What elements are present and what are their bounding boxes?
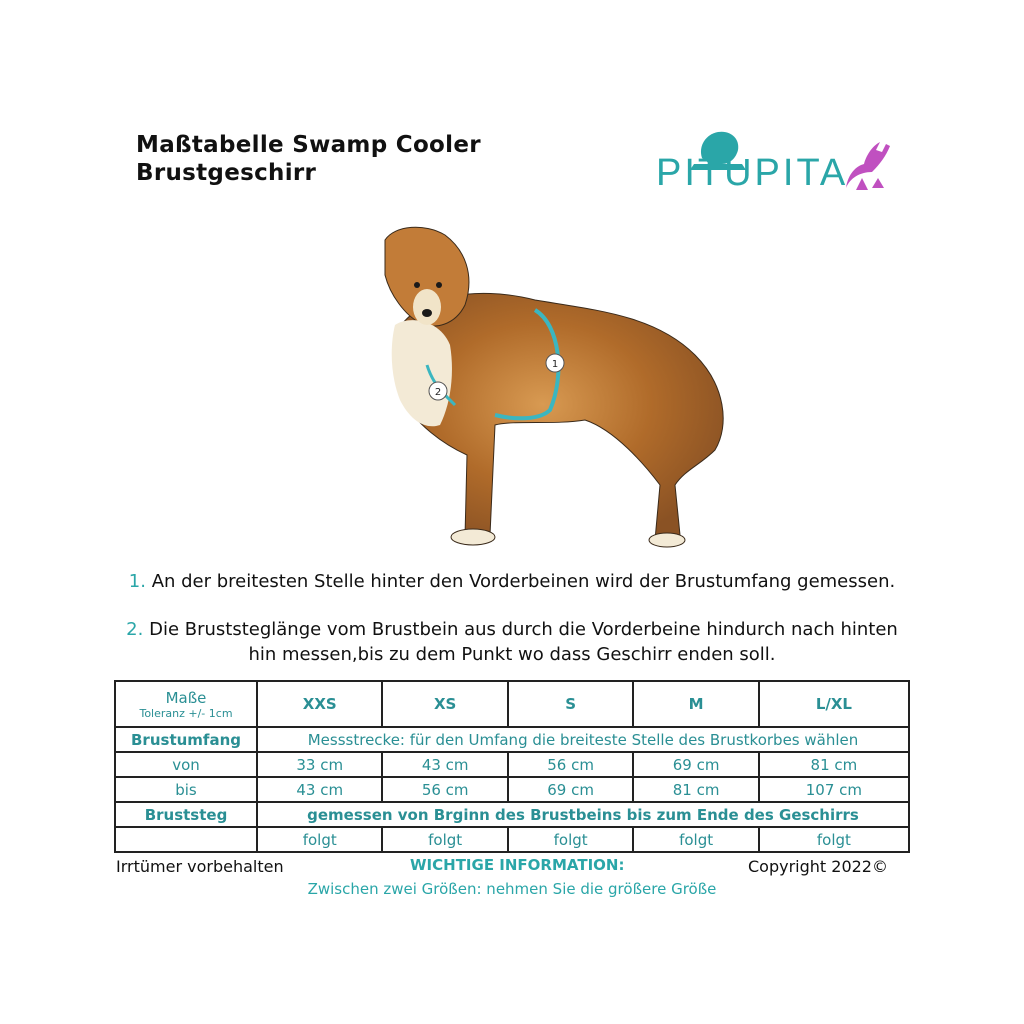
important-info-heading: WICHTIGE INFORMATION: xyxy=(410,856,625,874)
bruststeg-s: folgt xyxy=(508,827,633,852)
table-header-row xyxy=(115,681,909,727)
disclaimer: Irrtümer vorbehalten xyxy=(116,857,284,876)
bis-xs: 56 cm xyxy=(382,777,507,802)
table-row xyxy=(115,827,909,852)
title-line-1: Maßtabelle Swamp Cooler xyxy=(136,132,481,158)
size-advice: Zwischen zwei Größen: nehmen Sie die größere Größe xyxy=(307,880,717,898)
von-m: 69 cm xyxy=(633,752,758,777)
table-row xyxy=(115,727,909,752)
table-row xyxy=(115,752,909,777)
instruction-2-text: Die Bruststeglänge vom Brustbein aus durch die Vorderbeine hindurch nach hinten xyxy=(143,619,898,640)
size-xs: XS xyxy=(382,681,507,727)
instruction-2-text-line2: hin messen,bis zu dem Punkt wo dass Geschirr enden soll. xyxy=(248,644,776,665)
copyright: Copyright 2022© xyxy=(748,857,888,876)
instruction-1-text: An der breitesten Stelle hinter den Vorderbeinen wird der Brustumfang gemessen. xyxy=(145,571,896,592)
bis-m: 81 cm xyxy=(633,777,758,802)
bruststeg-label: Bruststeg xyxy=(115,802,257,827)
header-label-cell xyxy=(115,681,257,727)
marker-2: 2 xyxy=(434,387,442,398)
table-row xyxy=(115,777,909,802)
von-label: von xyxy=(115,752,257,777)
size-m: M xyxy=(633,681,758,727)
bruststeg-note: gemessen von Brginn des Brustbeins bis zum Ende des Geschirrs xyxy=(257,802,909,827)
instruction-1-number: 1. xyxy=(128,571,146,592)
title-line-2: Brustgeschirr xyxy=(136,160,317,186)
marker-1: 1 xyxy=(551,359,559,370)
bis-xxs: 43 cm xyxy=(257,777,382,802)
dog-illustration xyxy=(355,215,745,555)
instruction-2 xyxy=(0,617,1024,667)
table-row xyxy=(115,802,909,827)
header-tolerance: Toleranz +/- 1cm xyxy=(139,706,233,720)
size-s: S xyxy=(508,681,633,727)
size-table xyxy=(114,680,910,853)
brustumfang-label: Brustumfang xyxy=(115,727,257,752)
von-xs: 43 cm xyxy=(382,752,507,777)
bruststeg-xs: folgt xyxy=(382,827,507,852)
size-xxs: XXS xyxy=(257,681,382,727)
bruststeg-m: folgt xyxy=(633,827,758,852)
brustumfang-note: Messstrecke: für den Umfang die breiteste Stelle des Brustkorbes wählen xyxy=(257,727,909,752)
von-lxl: 81 cm xyxy=(759,752,909,777)
size-lxl: L/XL xyxy=(759,681,909,727)
bis-lxl: 107 cm xyxy=(759,777,909,802)
dog-icon xyxy=(355,215,745,555)
instruction-2-number: 2. xyxy=(126,619,144,640)
von-xxs: 33 cm xyxy=(257,752,382,777)
header-label: Maße xyxy=(165,688,207,707)
von-s: 56 cm xyxy=(508,752,633,777)
bruststeg-lxl: folgt xyxy=(759,827,909,852)
bis-s: 69 cm xyxy=(508,777,633,802)
logo-text: PITUPITA xyxy=(656,152,849,194)
bis-label: bis xyxy=(115,777,257,802)
brand-logo xyxy=(650,128,900,198)
page-title xyxy=(136,131,481,187)
bruststeg-xxs: folgt xyxy=(257,827,382,852)
instruction-1 xyxy=(0,569,1024,594)
bruststeg-empty-cell xyxy=(115,827,257,852)
